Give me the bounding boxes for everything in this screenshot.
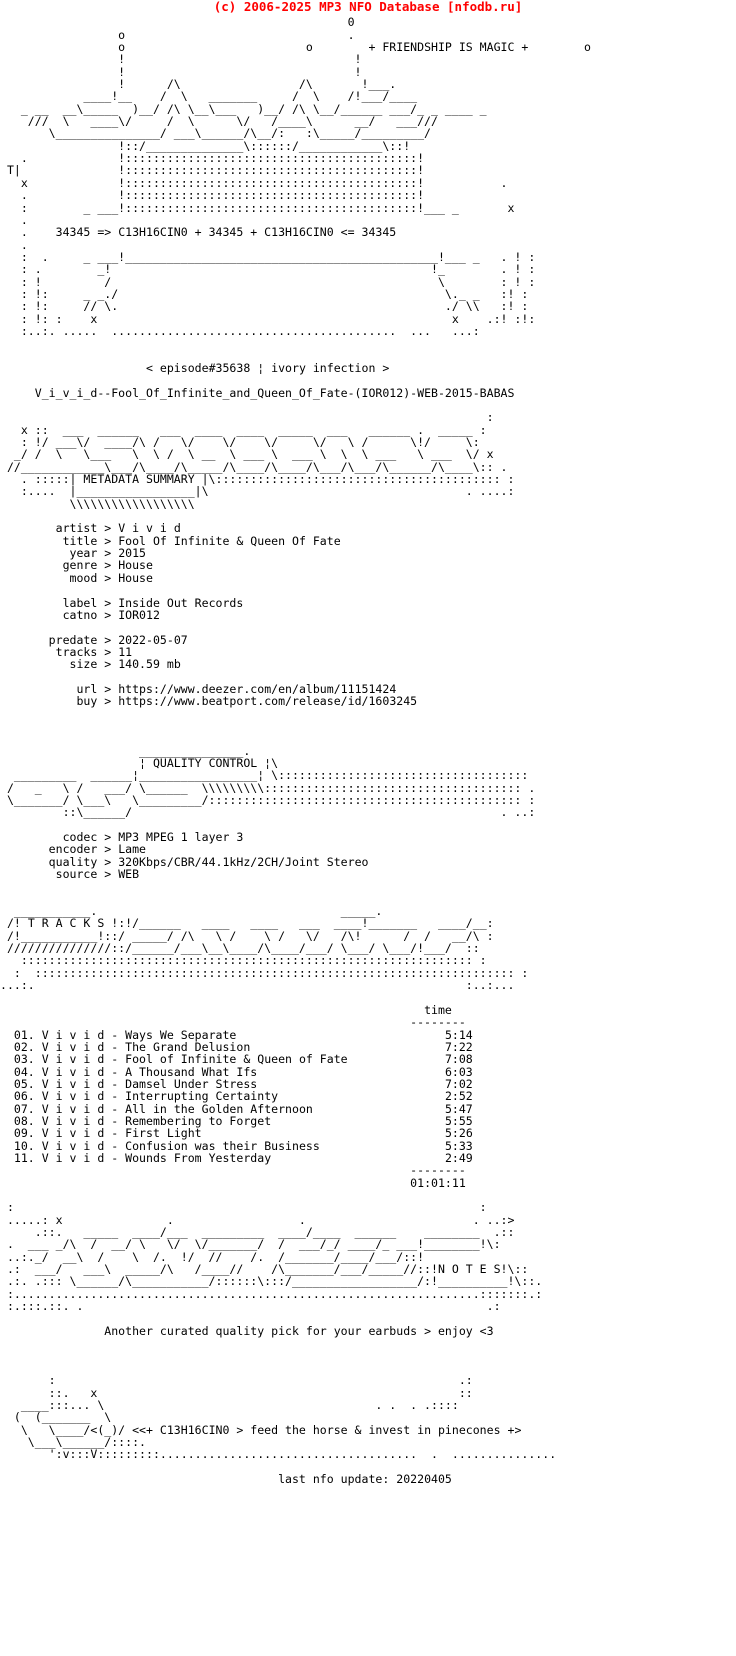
genre-value: House bbox=[118, 558, 153, 573]
track-artist: V i v i d bbox=[41, 1138, 105, 1153]
track-title: Remembering to Forget bbox=[125, 1113, 272, 1128]
tracks-label: tracks bbox=[55, 644, 98, 659]
track-title: Ways We Separate bbox=[125, 1027, 237, 1042]
track-time: 5:33 bbox=[444, 1138, 473, 1153]
source-value: WEB bbox=[118, 867, 140, 882]
track-number: 03. bbox=[13, 1052, 35, 1067]
track-artist: V i v i d bbox=[41, 1039, 105, 1054]
copyright-header: (c) 2006-2025 MP3 NFO Database [nfodb.ru] bbox=[213, 0, 523, 14]
track-artist: V i v i d bbox=[41, 1101, 105, 1116]
track-time: 6:03 bbox=[444, 1064, 473, 1079]
year-value: 2015 bbox=[118, 546, 147, 561]
quality-value: 320Kbps/CBR/44.1kHz/2CH/Joint Stereo bbox=[118, 854, 369, 869]
track-time: 7:02 bbox=[444, 1076, 473, 1091]
total-time: 01:01:11 bbox=[410, 1175, 466, 1190]
catno-value: IOR012 bbox=[118, 607, 160, 622]
track-title: Interrupting Certainty bbox=[125, 1089, 279, 1104]
track-time: 5:47 bbox=[444, 1101, 473, 1116]
notes-text: Another curated quality pick for your earbuds > enjoy <3 bbox=[104, 1323, 494, 1338]
episode-line: < episode#35638 ¦ ivory infection > bbox=[146, 360, 390, 375]
predate-value: 2022-05-07 bbox=[118, 632, 188, 647]
track-number: 09. bbox=[13, 1126, 35, 1141]
tracks-value: 11 bbox=[118, 644, 133, 659]
release-name: V_i_v_i_d--Fool_Of_Infinite_and_Queen_Of_Fate-(IOR012)-WEB-2015-BABAS bbox=[34, 385, 515, 400]
genre-label: genre bbox=[62, 558, 98, 573]
encoder-value: Lame bbox=[118, 842, 147, 857]
track-artist: V i v i d bbox=[41, 1052, 105, 1067]
track-number: 07. bbox=[13, 1101, 35, 1116]
track-number: 02. bbox=[13, 1039, 35, 1054]
track-number: 11. bbox=[13, 1150, 35, 1165]
track-time: 7:22 bbox=[444, 1039, 473, 1054]
track-number: 10. bbox=[13, 1138, 35, 1153]
codec-value: MP3 MPEG 1 layer 3 bbox=[118, 830, 244, 845]
notes-section-title: N O T E S bbox=[437, 1262, 501, 1277]
tracks-section-title: T R A C K S bbox=[27, 916, 105, 931]
predate-label: predate bbox=[48, 632, 98, 647]
metadata-section-title: METADATA SUMMARY bbox=[83, 472, 195, 487]
size-value: 140.59 mb bbox=[118, 657, 181, 672]
mood-value: House bbox=[118, 570, 153, 585]
url-value: https://www.deezer.com/en/album/11151424 bbox=[118, 681, 397, 696]
track-artist: V i v i d bbox=[41, 1126, 105, 1141]
label-label: label bbox=[62, 595, 98, 610]
title-value: Fool Of Infinite & Queen Of Fate bbox=[118, 533, 341, 548]
label-value: Inside Out Records bbox=[118, 595, 244, 610]
catno-label: catno bbox=[62, 607, 98, 622]
track-number: 05. bbox=[13, 1076, 35, 1091]
track-title: Fool of Infinite & Queen of Fate bbox=[125, 1052, 348, 1067]
track-time: 2:52 bbox=[444, 1089, 473, 1104]
track-title: Wounds From Yesterday bbox=[125, 1150, 272, 1165]
quality-section-title: QUALITY CONTROL bbox=[152, 755, 258, 770]
track-title: A Thousand What Ifs bbox=[125, 1064, 258, 1079]
track-time: 2:49 bbox=[444, 1150, 473, 1165]
track-time: 5:55 bbox=[444, 1113, 473, 1128]
track-time: 7:08 bbox=[444, 1052, 473, 1067]
track-time: 5:26 bbox=[444, 1126, 473, 1141]
nfo-text: 0 o . o o + FRIENDSHIP IS MAGIC + o ! ! ! ! ! /\ /\ !___. ____!__ / \ _______ / \ /!___/____ _ __ __\_____ )__/ /\ \__\___ )__/ /\ \__/______ ___/_ _ ____ _ /// \ ____\/ / \ \/ /____\ __/ ___/// \_______________/ ___\______/\__/: :\_____/_________/ !::/______________\::::::/____________\::! . !::::::::::::::::::::::::::::::::::::::::::! T| !::::::::::::::::::::::::::::::::::::::::::! x !::::::::::::::::::::::::::::::::::::::::::! . . !::::::::::::::::::::::::::::::::::::::::::! : _ ___!::::::::::::::::::::::::::::::::::::::::::!___ _ x . . 34345 => C13H16CIN0 + 34345 + C13H16CIN0 <= 34345 . : . _ ___!_____________________________________________!___ _ . ! : : . _! !_ . ! : : ! / \ : ! : : !: _ _./ \._ _ :! : : !: // \. ./ \\ :! : : !: : x x .:! :!: :..:. ..... ......................................... ... ...: < episode#35638 ¦ ivory infection > V_i_v_i_d--Fool_Of_Infinite_and_Queen_Of_Fate-(IOR012)-WEB-2015-BABAS : x :: ___ ______ ___ ____ ____ _____ ___ ______ . _____ : : !/ ___\/ ____/\ / \/ \/ \/ \/ \ / \!/ \: _/ / \ \___ \ \ / \ __ \ ___ \ ___ \ \ \ ___ \ ___ \/ x //____________\___/\____/\_____/\____/\____/\___/\___/\______/\____\:: . . :::::| METADATA SUMMARY |\::::::::::::::::::::::::::::::::::::::::: : :.... |_________________|\ . ....: \\\\\\\\\\\\\\\\\\ artist > V i v i d title > Fool Of Infinite & Queen Of Fate year > 2015 genre > House mood > House label > Inside Out Records catno > IOR012 predate > 2022-05-07 tracks > 11 size > 140.59 mb url > https://www.deezer.com/en/album/11151424 buy > https://www.beatport.com/release/id/1603245 _______________. ¦ QUALITY CONTROL ¦\ _________ ______¦_________________¦ \:::::::::::::::::::::::::::::::::::: / _ \ / ___/ \______ \\\\\\\\\::::::::::::::::::::::::::::::::::::: . \_______/ \___\ \_________/::::::::::::::::::::::::::::::::::::::::::::: : ::\______/ . ..: codec > MP3 MPEG 1 layer 3 encoder > Lame quality > 320Kbps/CBR/44.1kHz/2CH/Joint Stereo source > WEB ___________. _____. /! T R A C K S !:!/______ ____ ____ ___ ____!_______ ____/__: /!___________!::/ _____/ /\ \ / \ / \/ /\! / / __/\ : ///////////////::/______/___\__\____/\____/___/ \___/ \___/!___/ :: ::::::::::::::::::::::::::::::::::::::::::::::::::::::::::::::::: : : ::::::::::::::::::::::::::::::::::::::::::::::::::::::::::::::::::::: : ...:. :..:... time -------- 01. V i v i d - Ways We Separate 5:14 02. V i v i d - The Grand Delusion 7:22 03. V i v i d - Fool of Infinite & Queen of Fate 7:08 04. V i v i d - A Thousand What Ifs 6:03 05. V i v i d - Damsel Under Stress 7:02 06. V i v i d - Interrupting Certainty 2:52 07. V i v i d - All in the Golden Afternoon 5:47 08. V i v i d - Remembering to Forget 5:55 09. V i v i d - First Light 5:26 10. V i v i d - Confusion was their Business 5:33 11. V i v i d - Wounds From Yesterday 2:49 -------- 01:01:11 : : .....: x . . . ..:> .::. _____ ____/___ _________ ____/____ ______ ________ .:: . ___ _/\ / __/ \ \/ \/_______/ / ___/_/ ____/_ ___!________!\: ..:._/ __\ / \ /. !/ // /. /_______/____/___/::! .: ___/ ___\ _____/\ /____// /\_______/___/_____//::!N O T E S!\:: .:. .::: \______/\___________/::::::\:::/__________________/:!__________!\::. :...................................................................:::::::.: :.:::.::. . .: Another curated quality pick for your earbuds > enjoy <3 : .: ::. x :: ____:::... \ . . . .:::: ( (_______ \ \ \____/<(_)/ <<+ C13H16CIN0 > feed the horse & invest in pinecones +> \___\______/::::. ':v:::V:::::::::..................................... . ............... last nfo update: 20220405 bbox=[0, 15, 591, 1486]
track-number: 04. bbox=[13, 1064, 35, 1079]
track-artist: V i v i d bbox=[41, 1076, 105, 1091]
track-title: All in the Golden Afternoon bbox=[125, 1101, 313, 1116]
track-artist: V i v i d bbox=[41, 1113, 105, 1128]
size-label: size bbox=[69, 657, 98, 672]
encoder-label: encoder bbox=[48, 842, 98, 857]
track-time: 5:14 bbox=[444, 1027, 473, 1042]
track-artist: V i v i d bbox=[41, 1150, 105, 1165]
time-column-header: time bbox=[424, 1002, 452, 1017]
track-title: Damsel Under Stress bbox=[125, 1076, 258, 1091]
formula-line: 34345 => C13H16CIN0 + 34345 + C13H16CIN0 <= 34345 bbox=[55, 225, 397, 240]
buy-label: buy bbox=[76, 694, 98, 709]
track-title: First Light bbox=[125, 1126, 202, 1141]
mood-label: mood bbox=[69, 570, 98, 585]
track-title: The Grand Delusion bbox=[125, 1039, 251, 1054]
codec-label: codec bbox=[62, 830, 98, 845]
track-artist: V i v i d bbox=[41, 1089, 105, 1104]
artist-value: V i v i d bbox=[118, 521, 181, 536]
buy-value: https://www.beatport.com/release/id/1603245 bbox=[118, 694, 418, 709]
source-label: source bbox=[55, 867, 98, 882]
banner-title: + FRIENDSHIP IS MAGIC + bbox=[368, 40, 529, 55]
track-title: Confusion was their Business bbox=[125, 1138, 320, 1153]
track-number: 06. bbox=[13, 1089, 35, 1104]
track-artist: V i v i d bbox=[41, 1027, 105, 1042]
track-number: 01. bbox=[13, 1027, 35, 1042]
title-label: title bbox=[62, 533, 98, 548]
year-label: year bbox=[69, 546, 98, 561]
footer-tagline: <<+ C13H16CIN0 > feed the horse & invest in pinecones +> bbox=[132, 1422, 522, 1437]
track-number: 08. bbox=[13, 1113, 35, 1128]
last-update: last nfo update: 20220405 bbox=[278, 1471, 452, 1486]
track-artist: V i v i d bbox=[41, 1064, 105, 1079]
quality-label: quality bbox=[48, 854, 98, 869]
url-label: url bbox=[76, 681, 98, 696]
artist-label: artist bbox=[55, 521, 98, 536]
